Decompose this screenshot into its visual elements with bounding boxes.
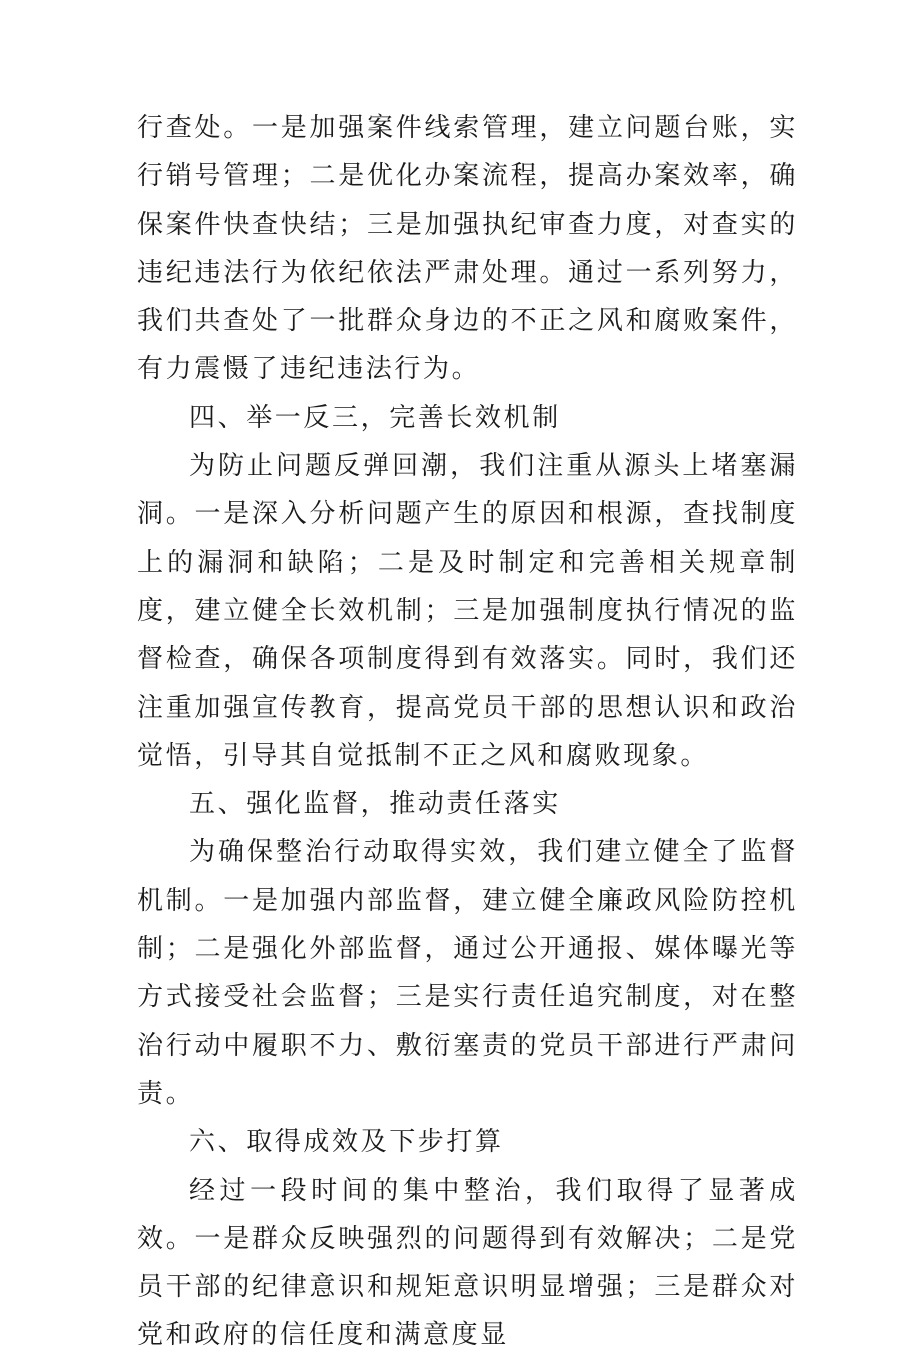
paragraph-section-5: 为确保整治行动取得实效，我们建立健全了监督机制。一是加强内部监督，建立健全廉政风险防控机制；二是强化外部监督，通过公开通报、媒体曝光等方式接受社会监督；三是实行责任追究制度，对在整治行动中履职不力、敷衍塞责的党员干部进行严肃问责。 [137, 837, 798, 1109]
document-body [137, 104, 798, 1360]
section-heading-6: 六、取得成效及下步打算 [189, 1127, 504, 1158]
section-heading-5: 五、强化监督，推动责任落实 [189, 789, 561, 820]
section-heading-4: 四、举一反三，完善长效机制 [189, 402, 561, 433]
paragraph-section-6: 经过一段时间的集中整治，我们取得了显著成效。一是群众反映强烈的问题得到有效解决；二是党员干部的纪律意识和规矩意识明显增强；三是群众对党和政府的信任度和满意度显 [137, 1175, 798, 1351]
paragraph-continued: 行查处。一是加强案件线索管理，建立问题台账，实行销号管理；二是优化办案流程，提高办案效率，确保案件快查快结；三是加强执纪审查力度，对查实的违纪违法行为依纪依法严肃处理。通过一系列努力，我们共查处了一批群众身边的不正之风和腐败案件，有力震慑了违纪违法行为。 [137, 113, 798, 385]
paragraph-section-4: 为防止问题反弹回潮，我们注重从源头上堵塞漏洞。一是深入分析问题产生的原因和根源，查找制度上的漏洞和缺陷；二是及时制定和完善相关规章制度，建立健全长效机制；三是加强制度执行情况的监督检查，确保各项制度得到有效落实。同时，我们还注重加强宣传教育，提高党员干部的思想认识和政治觉悟，引导其自觉抵制不正之风和腐败现象。 [137, 451, 798, 771]
